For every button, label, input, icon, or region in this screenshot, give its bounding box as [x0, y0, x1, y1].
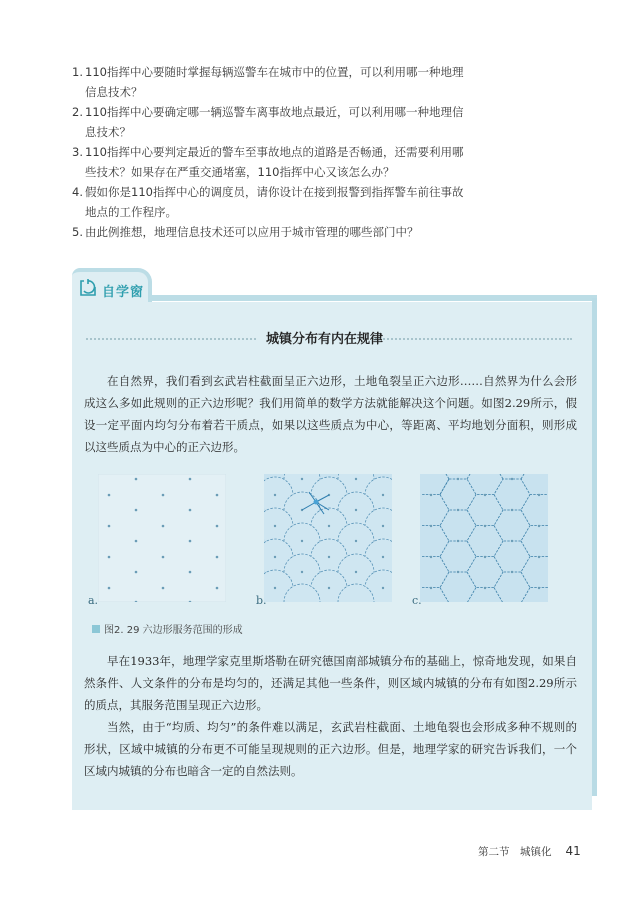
heading-divider-left — [86, 338, 256, 340]
page-footer — [478, 844, 581, 859]
figure-c-hexagons — [420, 474, 548, 602]
heading-divider-right — [372, 338, 572, 340]
question-item: 1. 110指挥中心要随时掌握每辆巡警车在城市中的位置，可以利用哪一种地理信息技术？ — [72, 65, 464, 99]
box-right-border — [592, 298, 597, 796]
figure-b-label: b. — [256, 594, 267, 607]
figure-caption: 图2. 29 六边形服务范围的形成 — [92, 621, 243, 636]
question-item: 4. 假如你是110指挥中心的调度员，请你设计在接到报警到指挥警车前往事故地点的工作程序。 — [72, 185, 464, 219]
box-top-border — [150, 295, 597, 301]
question-item: 3. 110指挥中心要判定最近的警车至事故地点的道路是否畅通，还需要利用哪些技术？如果存在严重交通堵塞，110指挥中心又该怎么办？ — [72, 145, 464, 179]
question-item: 5. 由此例推想，地理信息技术还可以应用于城市管理的哪些部门中？ — [72, 225, 419, 239]
figure-b-circles — [264, 474, 392, 602]
self-study-tab-label: 自学窗 — [102, 285, 145, 300]
caption-marker-icon — [92, 625, 100, 633]
footer-section: 第二节 城镇化 — [478, 846, 552, 858]
question-list — [72, 62, 472, 242]
figure-c-label: c. — [412, 594, 422, 607]
box-paragraph-2: 早在1933年，地理学家克里斯塔勒在研究德国南部城镇分布的基础上，惊奇地发现，如果自然条件、人文条件的分布是均匀的，还满足其他一些条件，则区域内城镇的分布有如图2.29所示的质点，其服务范围呈现正六边形。 — [84, 654, 577, 712]
self-study-icon — [78, 278, 98, 298]
figure-a-points — [98, 474, 226, 602]
question-item: 2. 110指挥中心要确定哪一辆巡警车离事故地点最近，可以利用哪一种地理信息技术？ — [72, 105, 464, 139]
box-heading: 城镇分布有内在规律 — [266, 332, 384, 347]
box-paragraph-3: 当然，由于“均质、均匀”的条件难以满足，玄武岩柱截面、土地龟裂也会形成多种不规则的形状，区域中城镇的分布更不可能呈现规则的正六边形。但是，地理学家的研究告诉我们，一个区域内城镇的分布也暗含一定的自然法则。 — [84, 720, 577, 778]
page-number: 41 — [565, 844, 581, 858]
figure-a-label: a. — [88, 594, 99, 607]
box-paragraph-1: 在自然界，我们看到玄武岩柱截面呈正六边形，土地龟裂呈正六边形……自然界为什么会形成这么多如此规则的正六边形呢？我们用简单的数学方法就能解决这个问题。如图2.29所示，假设一定平面内均匀分布着若干质点，如果以这些质点为中心，等距离、平均地划分面积，则形成以这些质点为中心的正六边形。 — [84, 374, 577, 454]
